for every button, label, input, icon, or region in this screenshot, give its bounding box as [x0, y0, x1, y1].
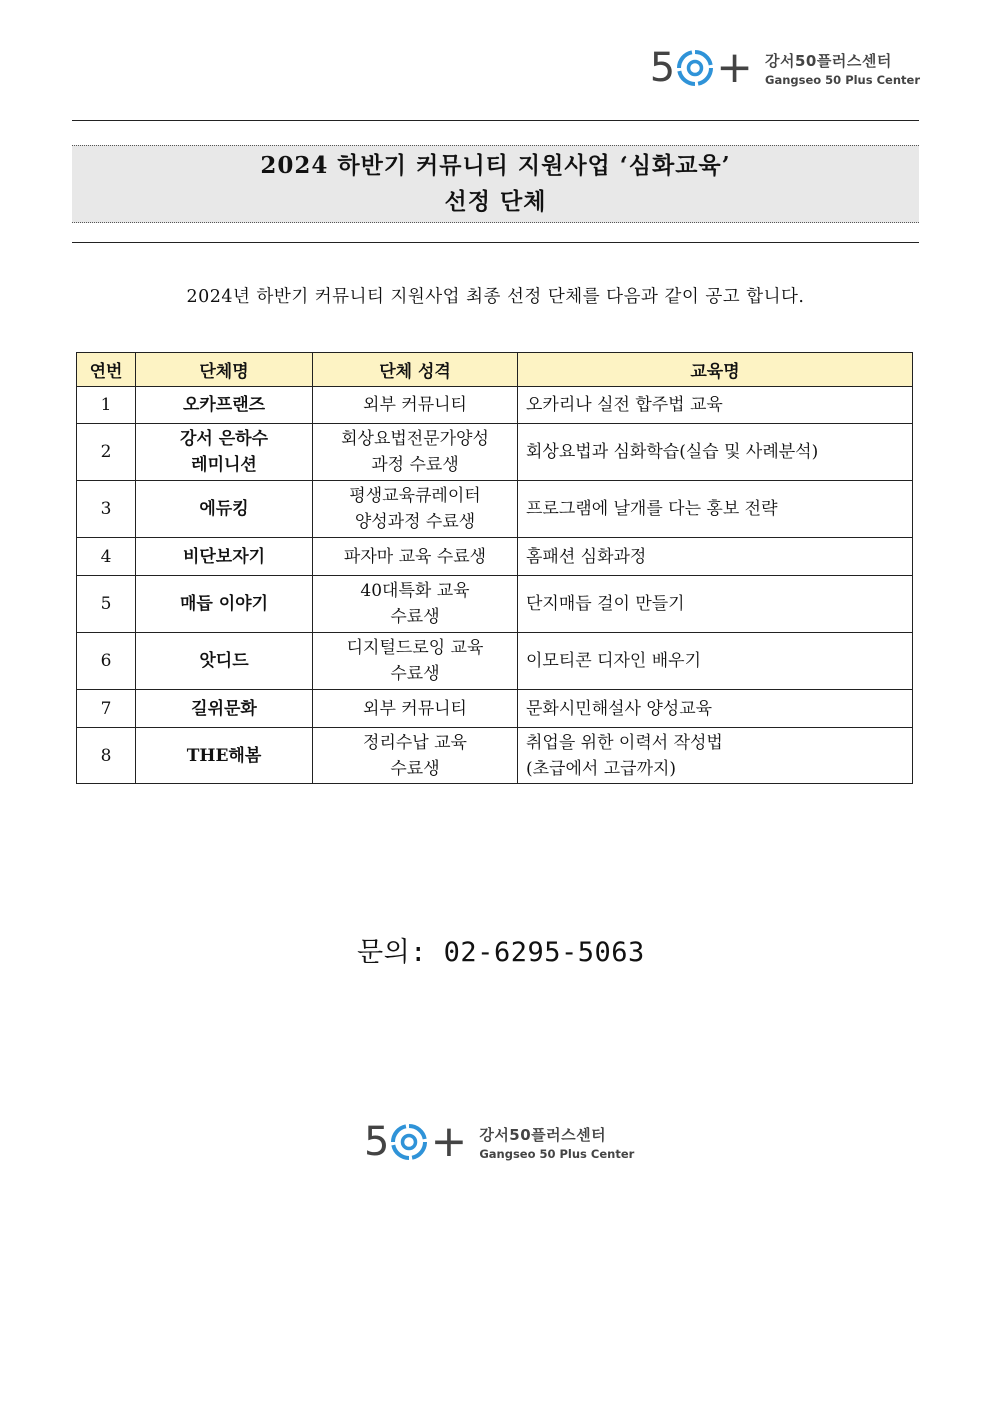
cell-no: 1 — [77, 387, 136, 424]
title-line-2: 선정 단체 — [444, 188, 547, 215]
cell-org-name-line: 레미니션 — [191, 455, 257, 475]
cell-course — [518, 690, 913, 728]
header-type: 단체 성격 — [313, 353, 518, 387]
cell-course-line: (초급에서 고급까지) — [526, 758, 677, 779]
cell-course — [518, 576, 913, 633]
cell-org-type-line: 외부 커뮤니티 — [363, 698, 467, 719]
header-no: 연번 — [77, 353, 136, 387]
cell-org-type — [313, 576, 518, 633]
cell-org-name-line: THE해봄 — [186, 745, 262, 766]
cell-org-name — [136, 576, 313, 633]
cell-no: 4 — [77, 538, 136, 576]
table-header-row — [77, 353, 913, 387]
cell-org-type-line: 외부 커뮤니티 — [363, 395, 467, 415]
cell-course — [518, 728, 913, 784]
cell-course-line: 취업을 위한 이력서 작성법 — [526, 732, 723, 753]
cell-course — [518, 424, 913, 481]
cell-org-type-line: 정리수납 교육 — [363, 732, 467, 753]
cell-course-line: 문화시민해설사 양성교육 — [526, 698, 713, 719]
table-row — [77, 538, 913, 576]
cell-org-name-line: 매듭 이야기 — [179, 594, 269, 614]
table-row — [77, 387, 913, 424]
cell-org-type-line: 파자마 교육 수료생 — [343, 546, 487, 567]
table-row — [77, 728, 913, 784]
cell-course — [518, 538, 913, 576]
cell-org-name — [136, 481, 313, 538]
cell-org-name — [136, 538, 313, 576]
center-logo-top — [649, 42, 920, 93]
cell-org-name — [136, 728, 313, 784]
logo-name-en: Gangseo 50 Plus Center — [479, 1146, 635, 1161]
cell-org-type — [313, 633, 518, 690]
cell-org-type-line: 평생교육큐레이터 — [349, 486, 481, 506]
logo-digit: 5 — [649, 45, 676, 91]
cell-org-name-line: 비단보자기 — [182, 546, 266, 567]
cell-no: 2 — [77, 424, 136, 481]
cell-org-name — [136, 633, 313, 690]
cell-no: 6 — [77, 633, 136, 690]
table-row — [77, 424, 913, 481]
logo-name-en: Gangseo 50 Plus Center — [765, 72, 920, 87]
intro-text: 2024년 하반기 커뮤니티 지원사업 최종 선정 단체를 다음과 같이 공고 합니다. — [186, 287, 805, 307]
table-row — [77, 481, 913, 538]
cell-org-name — [136, 387, 313, 424]
title-line-1: 2024 하반기 커뮤니티 지원사업 ‘심화교육’ — [260, 152, 731, 179]
table-row — [77, 633, 913, 690]
cell-course-line: 단지매듭 걸이 만들기 — [526, 594, 685, 614]
logo-digit: 5 — [364, 1119, 390, 1165]
cell-course-line: 홈패션 심화과정 — [526, 546, 647, 567]
cell-course-line: 프로그램에 날개를 다는 홍보 전략 — [526, 499, 778, 519]
cell-org-name — [136, 424, 313, 481]
logo-name-ko: 강서50플러스센터 — [479, 1125, 607, 1144]
logo-plus: + — [716, 42, 754, 93]
cell-org-type-line: 40대특화 교육 — [360, 581, 470, 601]
cell-course — [518, 481, 913, 538]
cell-org-name-line: 강서 은하수 — [179, 429, 269, 449]
cell-org-name-line: 에듀킹 — [199, 499, 249, 519]
cell-no: 8 — [77, 728, 136, 784]
header-course: 교육명 — [518, 353, 913, 387]
cell-no: 5 — [77, 576, 136, 633]
cell-org-type — [313, 728, 518, 784]
cell-org-name-line: 오카프랜즈 — [182, 395, 266, 415]
cell-no: 3 — [77, 481, 136, 538]
title-box — [72, 145, 919, 223]
cell-course — [518, 633, 913, 690]
contact-info: 문의: 02-6295-5063 — [357, 937, 645, 968]
cell-org-type-line: 수료생 — [390, 758, 440, 779]
header-name: 단체명 — [136, 353, 313, 387]
cell-org-type-line: 양성과정 수료생 — [354, 512, 476, 532]
table-row — [77, 576, 913, 633]
cell-org-name-line: 길위문화 — [191, 698, 257, 719]
cell-org-type — [313, 424, 518, 481]
cell-course-line: 이모티콘 디자인 배우기 — [526, 651, 702, 671]
logo-mark — [649, 42, 754, 93]
cell-course — [518, 387, 913, 424]
center-logo-bottom — [364, 1116, 635, 1167]
table-row — [77, 690, 913, 728]
logo-mark — [364, 1116, 468, 1167]
logo-ring-icon — [676, 49, 714, 87]
cell-org-name-line: 앗디드 — [199, 651, 249, 671]
logo-ring-icon — [390, 1123, 428, 1161]
cell-org-type — [313, 387, 518, 424]
top-divider — [72, 120, 919, 121]
cell-org-name — [136, 690, 313, 728]
logo-name-ko: 강서50플러스센터 — [765, 51, 892, 70]
cell-org-type-line: 수료생 — [390, 607, 440, 627]
cell-org-type — [313, 481, 518, 538]
cell-org-type — [313, 690, 518, 728]
cell-course-line: 회상요법과 심화학습(실습 및 사례분석) — [526, 442, 819, 462]
selected-orgs-table — [76, 352, 913, 784]
cell-org-type-line: 과정 수료생 — [371, 455, 459, 475]
cell-org-type — [313, 538, 518, 576]
cell-org-type-line: 수료생 — [390, 664, 440, 684]
cell-no: 7 — [77, 690, 136, 728]
cell-org-type-line: 회상요법전문가양성 — [341, 429, 489, 449]
cell-org-type-line: 디지털드로잉 교육 — [346, 638, 484, 658]
title-bottom-divider — [72, 242, 919, 243]
logo-plus: + — [430, 1116, 468, 1167]
cell-course-line: 오카리나 실전 합주법 교육 — [526, 395, 723, 415]
